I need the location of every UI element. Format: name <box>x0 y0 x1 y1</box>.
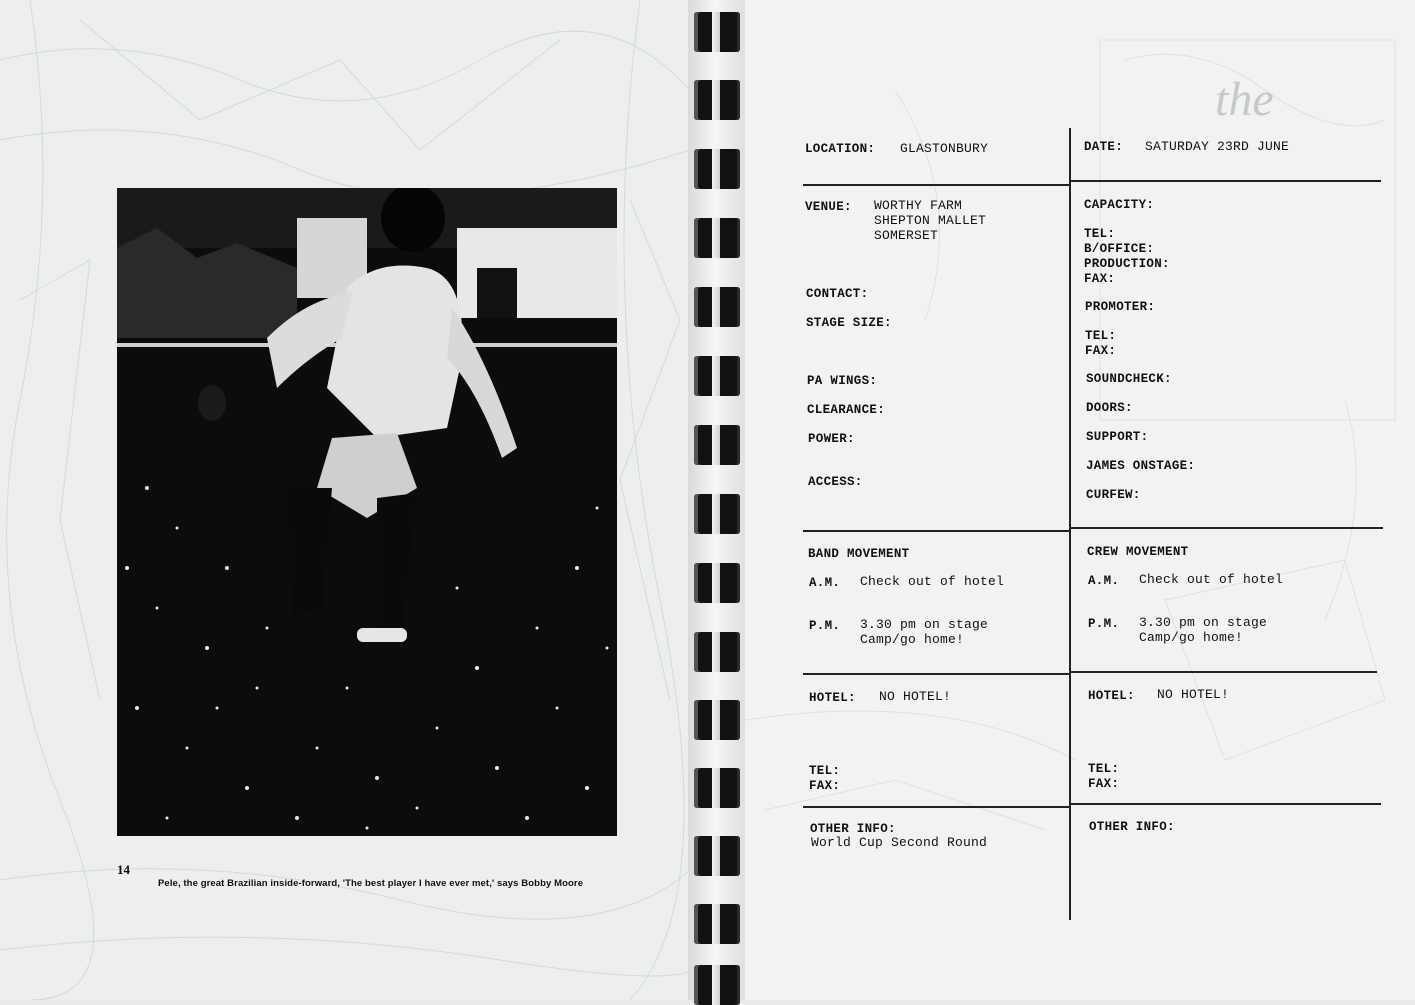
divider-line <box>803 184 1069 186</box>
pa-wings-label: PA WINGS: <box>807 374 878 388</box>
location-value: GLASTONBURY <box>900 141 989 156</box>
crew-movement-title: CREW MOVEMENT <box>1087 545 1189 559</box>
other-info-label-crew: OTHER INFO: <box>1089 820 1175 834</box>
column-divider <box>1069 128 1071 920</box>
page-number: 14 <box>117 862 130 877</box>
binding-ring <box>694 425 740 465</box>
hotel-value-crew: NO HOTEL! <box>1157 687 1230 702</box>
left-page <box>0 0 690 1000</box>
clearance-label: CLEARANCE: <box>807 403 886 417</box>
pele-photo <box>117 188 617 836</box>
photo-caption: Pele, the great Brazilian inside-forward, 'The best player I have ever met,' says Bobby Moore <box>158 878 584 889</box>
crew-pm-value: 3.30 pm on stage Camp/go home! <box>1139 615 1268 645</box>
hotel-label-crew: HOTEL: <box>1088 689 1135 703</box>
binding-ring <box>694 904 740 944</box>
stage-size-label: STAGE SIZE: <box>806 316 892 330</box>
crew-pm-label: P.M. <box>1088 617 1120 631</box>
doors-label: DOORS: <box>1086 401 1133 415</box>
binding-ring <box>694 768 740 808</box>
right-page <box>745 0 1415 1000</box>
divider-line <box>1071 527 1383 529</box>
access-label: ACCESS: <box>808 475 863 489</box>
crew-am-label: A.M. <box>1088 574 1120 588</box>
binding-ring <box>694 965 740 1005</box>
binding-ring <box>694 218 740 258</box>
divider-line <box>1071 671 1377 673</box>
binding-ring <box>694 356 740 396</box>
binding-ring <box>694 149 740 189</box>
other-info-label-band: OTHER INFO: <box>810 822 896 836</box>
divider-line <box>1071 803 1381 805</box>
capacity-label: CAPACITY: <box>1084 198 1155 212</box>
crew-am-value: Check out of hotel <box>1139 572 1284 587</box>
binding-ring <box>694 563 740 603</box>
binding-ring <box>694 632 740 672</box>
date-value: SATURDAY 23RD JUNE <box>1145 139 1290 154</box>
venue-label: VENUE: <box>805 200 852 214</box>
band-pm-label: P.M. <box>809 619 841 633</box>
divider-line <box>803 530 1069 532</box>
background-scribble: the <box>1215 73 1274 126</box>
divider-line <box>803 806 1069 808</box>
band-am-value: Check out of hotel <box>860 574 1005 589</box>
binding-ring <box>694 80 740 120</box>
support-label: SUPPORT: <box>1086 430 1149 444</box>
soundcheck-label: SOUNDCHECK: <box>1086 372 1172 386</box>
promoter-label: PROMOTER: <box>1085 300 1156 314</box>
other-info-value-band: World Cup Second Round <box>811 835 988 850</box>
contact-numbers-labels: TEL: B/OFFICE: PRODUCTION: FAX: <box>1084 227 1170 286</box>
date-label: DATE: <box>1084 140 1124 154</box>
binding-ring <box>694 12 740 52</box>
contact-label: CONTACT: <box>806 287 869 301</box>
divider-line <box>803 673 1069 675</box>
james-onstage-label: JAMES ONSTAGE: <box>1086 459 1196 473</box>
binding-ring <box>694 836 740 876</box>
power-label: POWER: <box>808 432 855 446</box>
band-movement-title: BAND MOVEMENT <box>808 547 910 561</box>
venue-value: WORTHY FARM SHEPTON MALLET SOMERSET <box>874 198 987 243</box>
binding-ring <box>694 287 740 327</box>
hotel-tel-fax-band: TEL: FAX: <box>809 764 841 793</box>
curfew-label: CURFEW: <box>1086 488 1141 502</box>
spiral-binding <box>688 0 748 1000</box>
binding-ring <box>694 494 740 534</box>
binding-ring <box>694 700 740 740</box>
hotel-label-band: HOTEL: <box>809 691 856 705</box>
band-am-label: A.M. <box>809 576 841 590</box>
divider-line <box>1071 180 1381 182</box>
location-label: LOCATION: <box>805 142 876 156</box>
band-pm-value: 3.30 pm on stage Camp/go home! <box>860 617 989 647</box>
hotel-value-band: NO HOTEL! <box>879 689 952 704</box>
promoter-tel-fax-labels: TEL: FAX: <box>1085 329 1117 358</box>
hotel-tel-fax-crew: TEL: FAX: <box>1088 762 1120 791</box>
